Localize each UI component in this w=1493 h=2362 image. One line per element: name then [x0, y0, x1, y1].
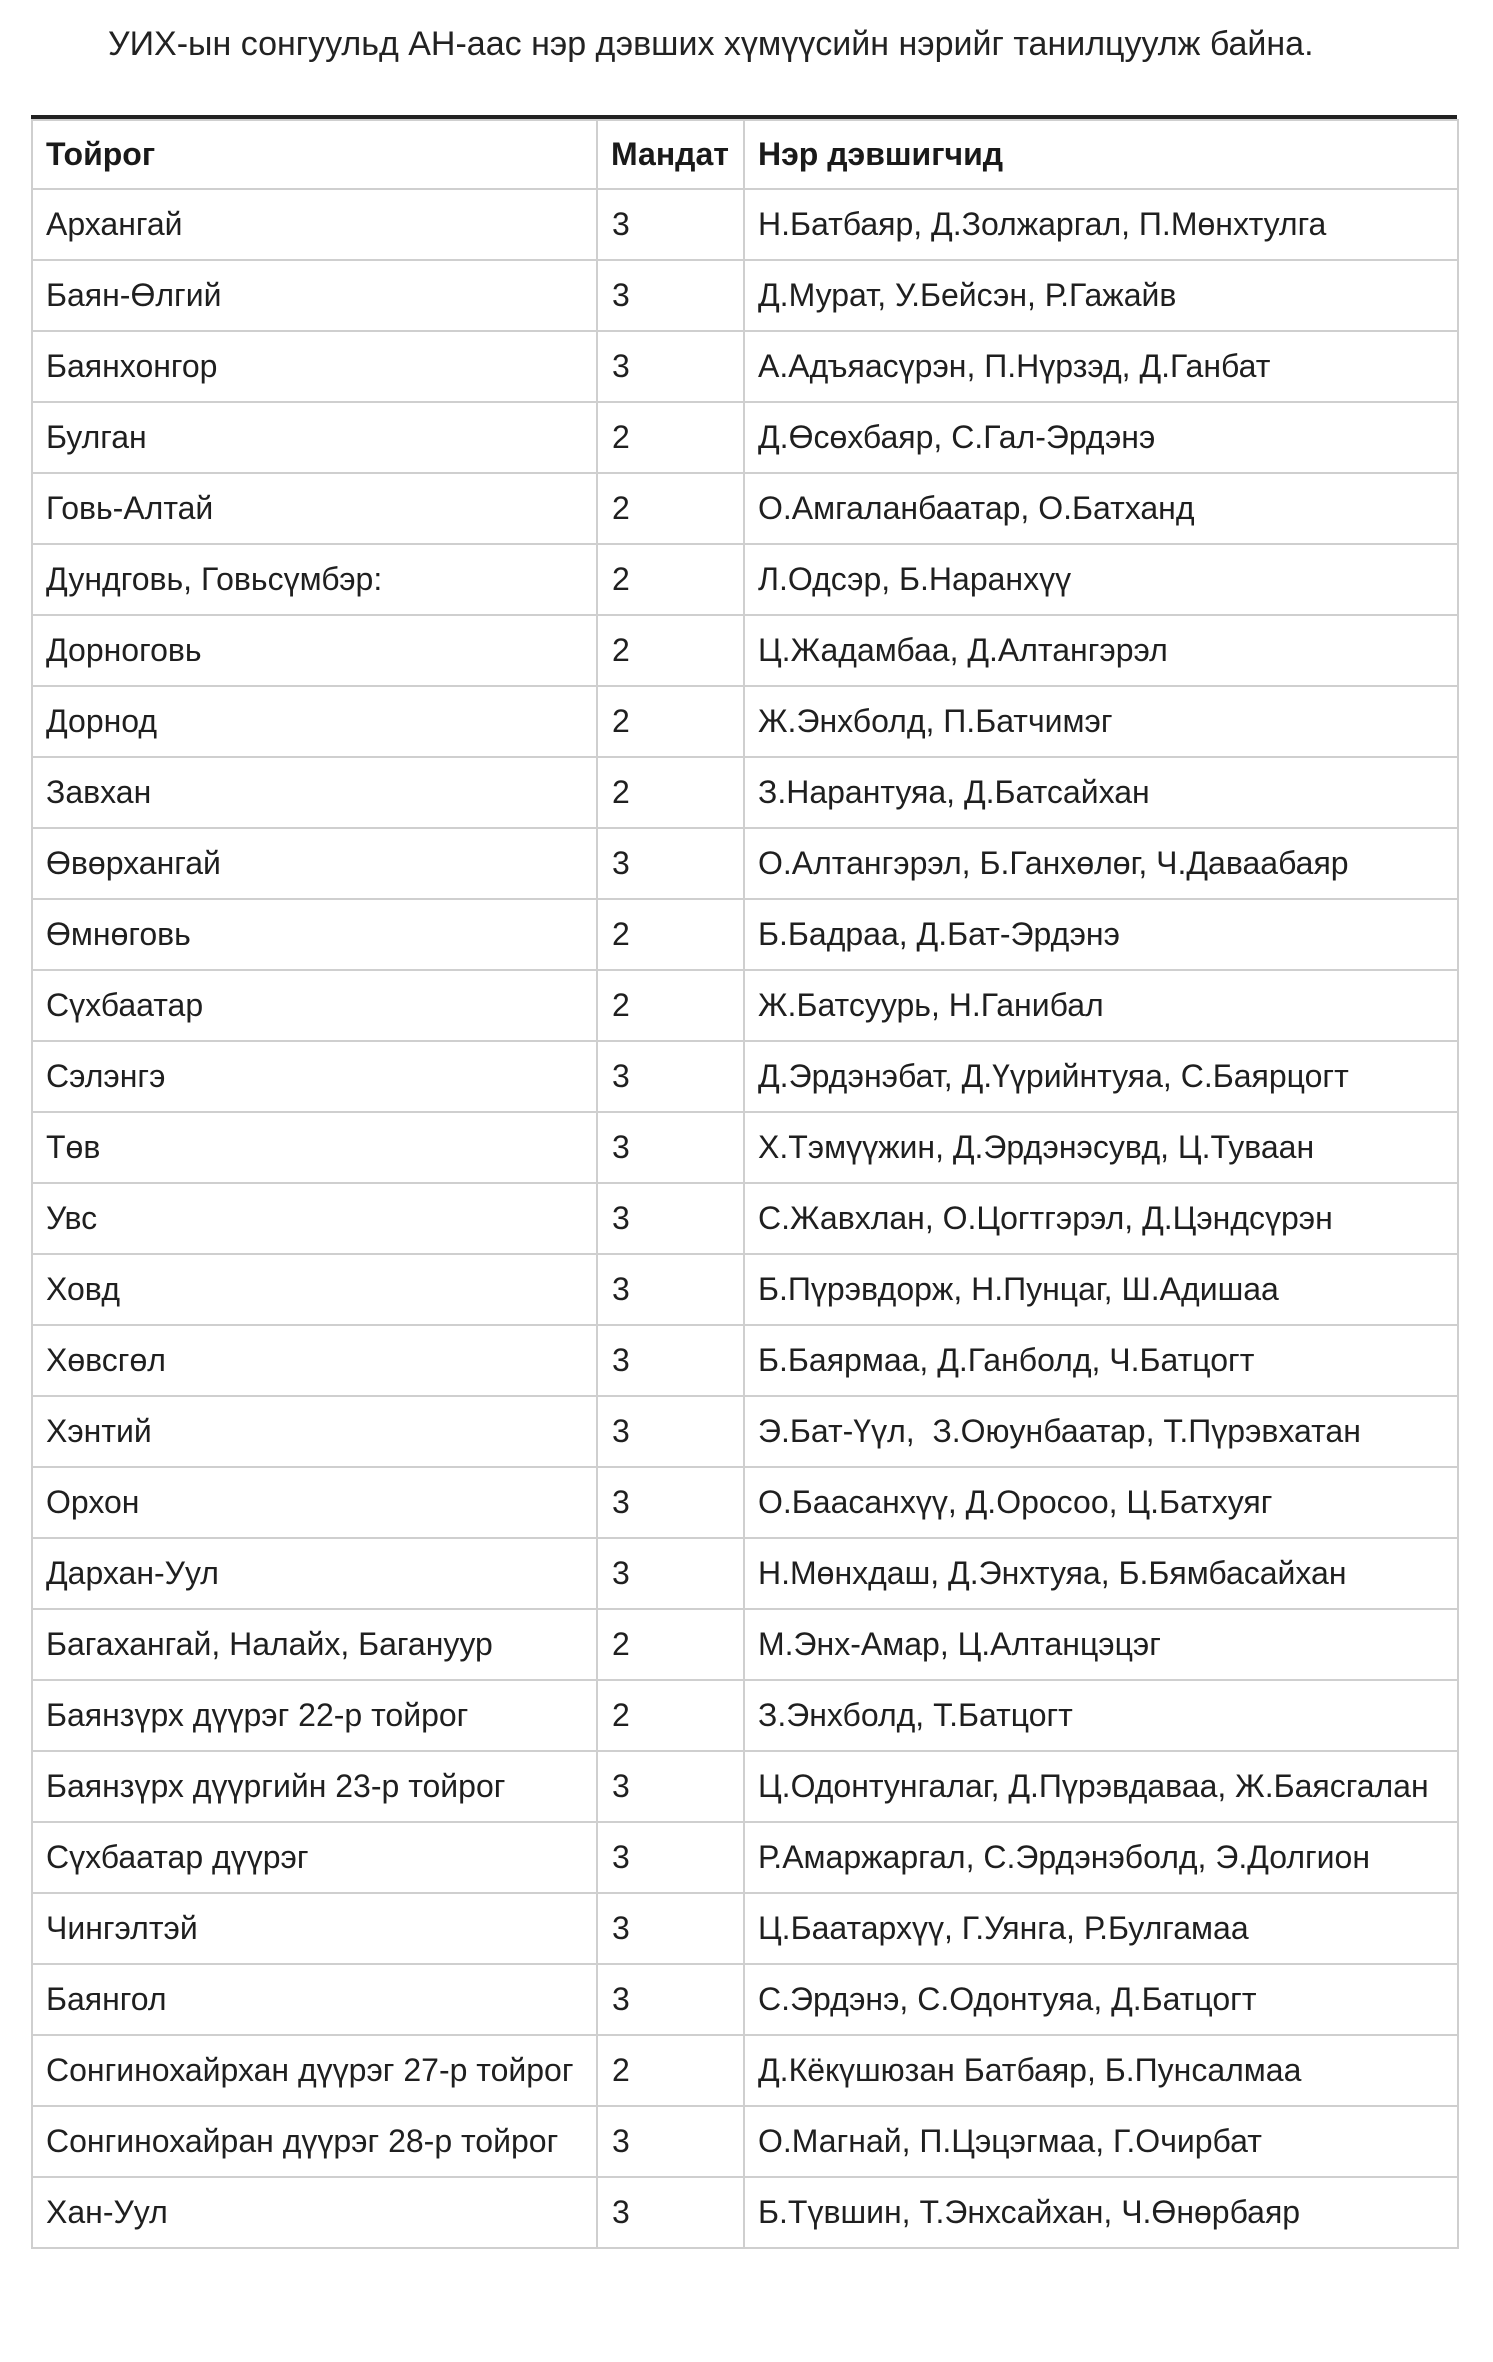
table-row: [32, 1893, 1458, 1964]
candidates-cell: Р.Амаржаргал, С.Эрдэнэболд, Э.Долгион: [744, 1822, 1458, 1893]
district-cell: Хэнтий: [32, 1396, 597, 1467]
mandate-cell: 2: [597, 899, 744, 970]
district-cell: Булган: [32, 402, 597, 473]
table-row: [32, 260, 1458, 331]
table-row: [32, 1467, 1458, 1538]
mandate-cell: 2: [597, 615, 744, 686]
mandate-cell: 2: [597, 544, 744, 615]
district-cell: Өмнөговь: [32, 899, 597, 970]
district-cell: Баянхонгор: [32, 331, 597, 402]
candidates-cell: З.Энхболд, Т.Батцогт: [744, 1680, 1458, 1751]
mandate-cell: 2: [597, 970, 744, 1041]
district-cell: Баян-Өлгий: [32, 260, 597, 331]
table-row: [32, 899, 1458, 970]
candidates-cell: С.Эрдэнэ, С.Одонтуяа, Д.Батцогт: [744, 1964, 1458, 2035]
mandate-cell: 3: [597, 1183, 744, 1254]
district-cell: Сүхбаатар: [32, 970, 597, 1041]
table-row: [32, 1041, 1458, 1112]
table-row: [32, 189, 1458, 260]
candidates-cell: С.Жавхлан, О.Цогтгэрэл, Д.Цэндсүрэн: [744, 1183, 1458, 1254]
candidates-table: [31, 119, 1459, 2249]
table-row: [32, 1964, 1458, 2035]
table-row: [32, 686, 1458, 757]
mandate-cell: 3: [597, 1538, 744, 1609]
mandate-cell: 3: [597, 189, 744, 260]
mandate-cell: 3: [597, 1041, 744, 1112]
table-row: [32, 1822, 1458, 1893]
district-cell: Завхан: [32, 757, 597, 828]
district-cell: Сонгинохайрхан дүүрэг 27-р тойрог: [32, 2035, 597, 2106]
candidates-cell: О.Амгаланбаатар, О.Батханд: [744, 473, 1458, 544]
candidates-cell: Б.Бадраа, Д.Бат-Эрдэнэ: [744, 899, 1458, 970]
district-cell: Баянгол: [32, 1964, 597, 2035]
candidates-cell: О.Баасанхүү, Д.Оросоо, Ц.Батхуяг: [744, 1467, 1458, 1538]
mandate-cell: 3: [597, 1467, 744, 1538]
district-cell: Дорнод: [32, 686, 597, 757]
candidates-cell: Д.Мурат, У.Бейсэн, Р.Гажайв: [744, 260, 1458, 331]
mandate-cell: 3: [597, 828, 744, 899]
district-cell: Увс: [32, 1183, 597, 1254]
mandate-cell: 2: [597, 473, 744, 544]
table-row: [32, 1112, 1458, 1183]
candidates-cell: А.Адъяасүрэн, П.Нүрзэд, Д.Ганбат: [744, 331, 1458, 402]
mandate-cell: 3: [597, 1822, 744, 1893]
district-cell: Сэлэнгэ: [32, 1041, 597, 1112]
district-cell: Говь-Алтай: [32, 473, 597, 544]
mandate-cell: 3: [597, 260, 744, 331]
table-row: [32, 1325, 1458, 1396]
table-row: [32, 2035, 1458, 2106]
candidates-cell: Н.Мөнхдаш, Д.Энхтуяа, Б.Бямбасайхан: [744, 1538, 1458, 1609]
header-row: [32, 120, 1458, 189]
mandate-cell: 3: [597, 2177, 744, 2248]
mandate-cell: 2: [597, 757, 744, 828]
mandate-cell: 3: [597, 1325, 744, 1396]
mandate-cell: 3: [597, 2106, 744, 2177]
candidates-cell: Н.Батбаяр, Д.Золжаргал, П.Мөнхтулга: [744, 189, 1458, 260]
candidates-cell: Э.Бат-Үүл, З.Оюунбаатар, Т.Пүрэвхатан: [744, 1396, 1458, 1467]
district-cell: Архангай: [32, 189, 597, 260]
candidates-cell: Ж.Батсуурь, Н.Ганибал: [744, 970, 1458, 1041]
candidates-cell: Л.Одсэр, Б.Наранхүү: [744, 544, 1458, 615]
candidates-cell: Ц.Жадамбаа, Д.Алтангэрэл: [744, 615, 1458, 686]
mandate-cell: 2: [597, 686, 744, 757]
candidates-cell: Д.Өсөхбаяр, С.Гал-Эрдэнэ: [744, 402, 1458, 473]
header-district: Тойрог: [32, 120, 597, 189]
district-cell: Дорноговь: [32, 615, 597, 686]
candidates-cell: Ц.Баатархүү, Г.Уянга, Р.Булгамаа: [744, 1893, 1458, 1964]
table-row: [32, 615, 1458, 686]
table-row: [32, 828, 1458, 899]
district-cell: Орхон: [32, 1467, 597, 1538]
mandate-cell: 2: [597, 2035, 744, 2106]
district-cell: Дархан-Уул: [32, 1538, 597, 1609]
candidates-cell: Х.Тэмүүжин, Д.Эрдэнэсувд, Ц.Туваан: [744, 1112, 1458, 1183]
mandate-cell: 3: [597, 1254, 744, 1325]
table-row: [32, 1396, 1458, 1467]
district-cell: Төв: [32, 1112, 597, 1183]
table-row: [32, 2106, 1458, 2177]
candidates-cell: Д.Кёкүшюзан Батбаяр, Б.Пунсалмаа: [744, 2035, 1458, 2106]
table-row: [32, 1609, 1458, 1680]
header-mandate: Мандат: [597, 120, 744, 189]
candidates-cell: Д.Эрдэнэбат, Д.Үүрийнтуяа, С.Баярцогт: [744, 1041, 1458, 1112]
candidates-cell: О.Магнай, П.Цэцэгмаа, Г.Очирбат: [744, 2106, 1458, 2177]
table-row: [32, 1254, 1458, 1325]
district-cell: Баянзүрх дүүргийн 23-р тойрог: [32, 1751, 597, 1822]
candidates-cell: Б.Түвшин, Т.Энхсайхан, Ч.Өнөрбаяр: [744, 2177, 1458, 2248]
district-cell: Хөвсгөл: [32, 1325, 597, 1396]
table-row: [32, 1751, 1458, 1822]
district-cell: Чингэлтэй: [32, 1893, 597, 1964]
table-row: [32, 402, 1458, 473]
intro-text: УИХ-ын сонгуульд АН-аас нэр дэвших хүмүүсийн нэрийг танилцуулж байна.: [108, 25, 1314, 63]
candidates-cell: Б.Пүрэвдорж, Н.Пунцаг, Ш.Адишаа: [744, 1254, 1458, 1325]
candidates-cell: О.Алтангэрэл, Б.Ганхөлөг, Ч.Даваабаяр: [744, 828, 1458, 899]
mandate-cell: 3: [597, 1893, 744, 1964]
mandate-cell: 3: [597, 1112, 744, 1183]
table-row: [32, 544, 1458, 615]
mandate-cell: 3: [597, 1751, 744, 1822]
table-row: [32, 1680, 1458, 1751]
mandate-cell: 2: [597, 402, 744, 473]
district-cell: Сүхбаатар дүүрэг: [32, 1822, 597, 1893]
candidates-cell: Б.Баярмаа, Д.Ганболд, Ч.Батцогт: [744, 1325, 1458, 1396]
candidates-table-container: [31, 115, 1457, 2249]
table-body: [32, 189, 1458, 2248]
table-row: [32, 473, 1458, 544]
candidates-cell: З.Нарантуяа, Д.Батсайхан: [744, 757, 1458, 828]
table-row: [32, 970, 1458, 1041]
candidates-cell: Ц.Одонтунгалаг, Д.Пүрэвдаваа, Ж.Баясгалан: [744, 1751, 1458, 1822]
table-row: [32, 331, 1458, 402]
district-cell: Багахангай, Налайх, Багануур: [32, 1609, 597, 1680]
district-cell: Хан-Уул: [32, 2177, 597, 2248]
district-cell: Дундговь, Говьсүмбэр:: [32, 544, 597, 615]
district-cell: Ховд: [32, 1254, 597, 1325]
table-row: [32, 1538, 1458, 1609]
district-cell: Баянзүрх дүүрэг 22-р тойрог: [32, 1680, 597, 1751]
table-header: [32, 120, 1458, 189]
district-cell: Сонгинохайран дүүрэг 28-р тойрог: [32, 2106, 597, 2177]
candidates-cell: Ж.Энхболд, П.Батчимэг: [744, 686, 1458, 757]
mandate-cell: 3: [597, 331, 744, 402]
table-row: [32, 1183, 1458, 1254]
candidates-cell: М.Энх-Амар, Ц.Алтанцэцэг: [744, 1609, 1458, 1680]
district-cell: Өвөрхангай: [32, 828, 597, 899]
mandate-cell: 2: [597, 1609, 744, 1680]
mandate-cell: 3: [597, 1964, 744, 2035]
mandate-cell: 3: [597, 1396, 744, 1467]
table-row: [32, 2177, 1458, 2248]
header-candidates: Нэр дэвшигчид: [744, 120, 1458, 189]
table-row: [32, 757, 1458, 828]
mandate-cell: 2: [597, 1680, 744, 1751]
